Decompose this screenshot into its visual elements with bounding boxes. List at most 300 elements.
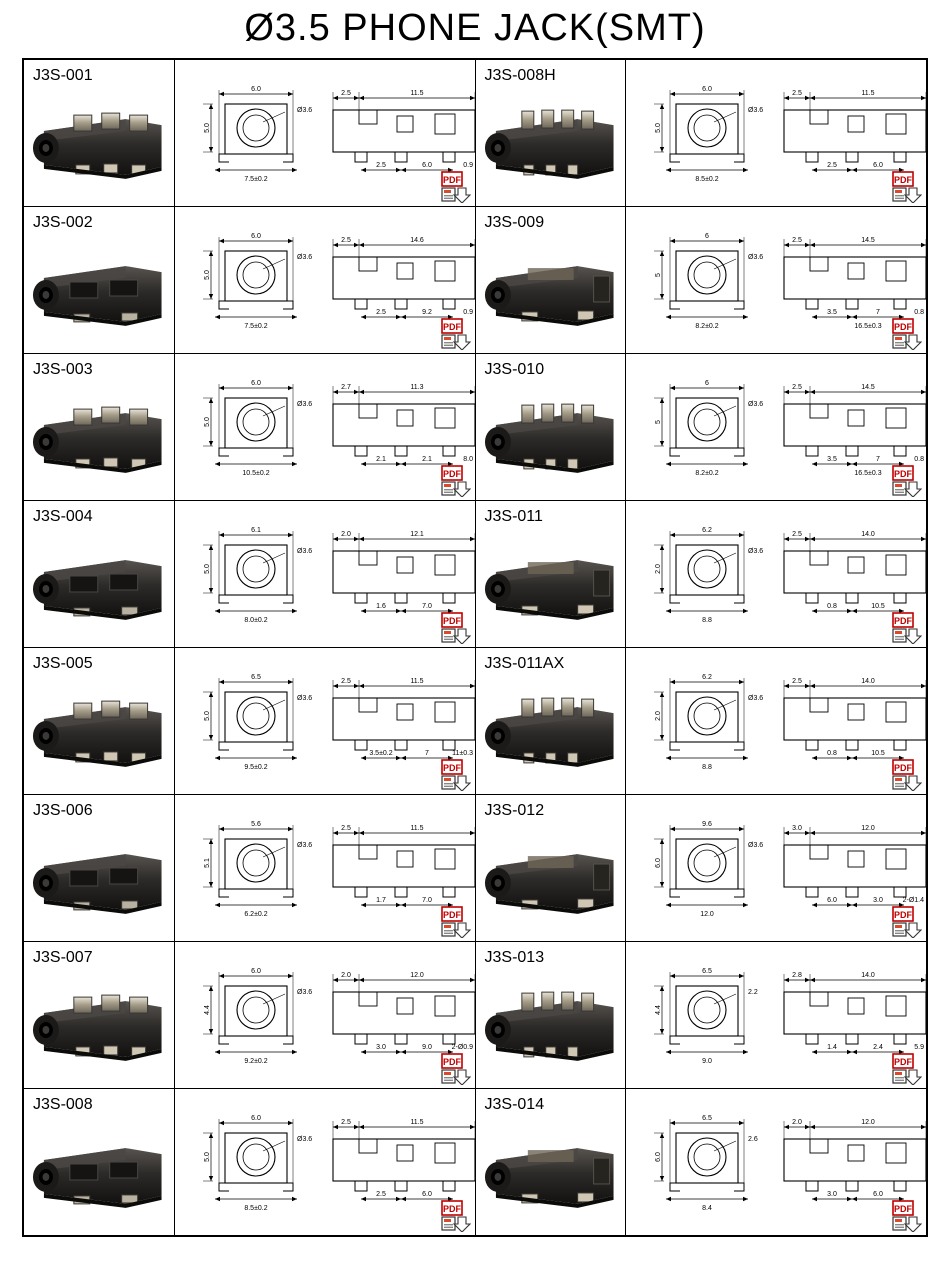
svg-text:2.5: 2.5 bbox=[792, 678, 802, 685]
pdf-download-icon[interactable] bbox=[441, 465, 471, 497]
svg-text:2.1: 2.1 bbox=[421, 456, 432, 463]
pdf-download-button[interactable] bbox=[441, 906, 471, 938]
svg-text:11.5: 11.5 bbox=[409, 90, 424, 97]
product-photo bbox=[24, 674, 174, 792]
product-drawing-column bbox=[626, 648, 926, 794]
svg-text:2-Ø1.4: 2-Ø1.4 bbox=[902, 897, 924, 904]
pdf-download-button[interactable] bbox=[892, 1053, 922, 1085]
svg-text:Ø3.6: Ø3.6 bbox=[296, 1136, 312, 1143]
svg-text:Ø3.6: Ø3.6 bbox=[296, 548, 312, 555]
product-photo-column bbox=[24, 1089, 175, 1235]
svg-text:12.0: 12.0 bbox=[861, 1119, 875, 1126]
pdf-download-icon[interactable] bbox=[441, 1053, 471, 1085]
product-cell bbox=[475, 354, 927, 501]
svg-text:0.9: 0.9 bbox=[462, 309, 473, 316]
svg-text:Ø3.6: Ø3.6 bbox=[296, 989, 312, 996]
connector-photo bbox=[24, 246, 174, 338]
pdf-download-button[interactable] bbox=[892, 318, 922, 350]
part-number: J3S-001 bbox=[33, 67, 93, 84]
product-photo-column bbox=[476, 501, 627, 647]
catalog-page bbox=[0, 4, 950, 1286]
product-photo-column bbox=[476, 60, 627, 206]
svg-text:2.0: 2.0 bbox=[792, 1119, 802, 1126]
product-photo bbox=[24, 527, 174, 645]
product-drawing-column bbox=[626, 942, 926, 1088]
connector-photo bbox=[24, 1128, 174, 1220]
svg-text:14.5: 14.5 bbox=[861, 384, 875, 391]
svg-text:6.0: 6.0 bbox=[702, 86, 712, 93]
pdf-download-icon[interactable] bbox=[892, 1200, 922, 1232]
product-cell bbox=[475, 207, 927, 354]
product-photo bbox=[24, 380, 174, 498]
pdf-download-icon[interactable] bbox=[441, 1200, 471, 1232]
svg-text:9.2: 9.2 bbox=[421, 309, 432, 316]
product-drawing-column bbox=[175, 354, 475, 500]
svg-text:PDF: PDF bbox=[894, 175, 912, 185]
svg-text:2.5: 2.5 bbox=[827, 162, 837, 169]
product-photo-column bbox=[24, 354, 175, 500]
svg-text:PDF: PDF bbox=[442, 469, 461, 479]
svg-text:11.5: 11.5 bbox=[409, 678, 424, 685]
dimension-drawing bbox=[626, 501, 926, 631]
part-number: J3S-012 bbox=[484, 802, 545, 819]
svg-text:PDF: PDF bbox=[442, 175, 461, 185]
svg-text:PDF: PDF bbox=[894, 1204, 912, 1214]
svg-text:Ø3.6: Ø3.6 bbox=[748, 401, 764, 408]
dimension-drawing bbox=[626, 354, 926, 484]
svg-text:11.5: 11.5 bbox=[409, 1119, 424, 1126]
part-number: J3S-002 bbox=[33, 214, 93, 231]
svg-text:3.0: 3.0 bbox=[873, 897, 883, 904]
product-photo bbox=[24, 1115, 174, 1233]
svg-text:PDF: PDF bbox=[442, 1057, 461, 1067]
dimension-drawing bbox=[175, 354, 475, 484]
svg-text:5.0: 5.0 bbox=[203, 711, 211, 721]
svg-text:Ø3.6: Ø3.6 bbox=[748, 107, 764, 114]
svg-text:3.0: 3.0 bbox=[827, 1191, 837, 1198]
svg-text:5.0: 5.0 bbox=[203, 123, 211, 133]
svg-text:8.8: 8.8 bbox=[702, 617, 712, 624]
svg-text:6.1: 6.1 bbox=[250, 527, 261, 534]
dimension-drawing bbox=[175, 60, 475, 190]
svg-text:8.2±0.2: 8.2±0.2 bbox=[695, 470, 719, 477]
svg-text:2.8: 2.8 bbox=[792, 972, 802, 979]
svg-text:2.5: 2.5 bbox=[375, 162, 386, 169]
dimension-drawing bbox=[626, 942, 926, 1072]
svg-text:6.0: 6.0 bbox=[250, 1115, 261, 1122]
svg-text:2.5: 2.5 bbox=[340, 90, 351, 97]
pdf-download-button[interactable] bbox=[441, 171, 471, 203]
product-cell bbox=[475, 795, 927, 942]
table-row bbox=[23, 501, 927, 648]
svg-text:8.4: 8.4 bbox=[702, 1205, 712, 1212]
svg-text:6.5: 6.5 bbox=[702, 1115, 712, 1122]
pdf-download-button[interactable] bbox=[892, 612, 922, 644]
pdf-download-button[interactable] bbox=[441, 1053, 471, 1085]
part-number: J3S-007 bbox=[33, 949, 93, 966]
connector-photo bbox=[476, 1128, 626, 1220]
part-number: J3S-009 bbox=[484, 214, 545, 231]
svg-text:6.0: 6.0 bbox=[873, 162, 883, 169]
svg-text:7.0: 7.0 bbox=[421, 897, 432, 904]
product-cell bbox=[475, 1089, 927, 1237]
pdf-download-button[interactable] bbox=[441, 612, 471, 644]
product-photo-column bbox=[476, 648, 627, 794]
svg-text:5.9: 5.9 bbox=[914, 1044, 924, 1051]
svg-text:2.5: 2.5 bbox=[792, 90, 802, 97]
pdf-download-icon[interactable] bbox=[892, 1053, 922, 1085]
table-row bbox=[23, 207, 927, 354]
product-photo bbox=[476, 1115, 626, 1233]
table-row bbox=[23, 648, 927, 795]
svg-text:6.2: 6.2 bbox=[702, 674, 712, 681]
dimension-drawing bbox=[175, 648, 475, 778]
svg-text:2.5: 2.5 bbox=[340, 1119, 351, 1126]
svg-text:2.5: 2.5 bbox=[792, 237, 802, 244]
svg-text:6.0: 6.0 bbox=[250, 233, 261, 240]
svg-text:PDF: PDF bbox=[442, 322, 461, 332]
table-row bbox=[23, 59, 927, 207]
product-cell bbox=[23, 207, 475, 354]
svg-text:2.0: 2.0 bbox=[655, 711, 662, 721]
product-photo bbox=[476, 86, 626, 204]
svg-text:7: 7 bbox=[876, 309, 880, 316]
product-cell bbox=[23, 648, 475, 795]
svg-text:9.5±0.2: 9.5±0.2 bbox=[243, 764, 268, 771]
svg-text:2.7: 2.7 bbox=[340, 384, 351, 391]
product-drawing-column bbox=[175, 648, 475, 794]
svg-text:6.0: 6.0 bbox=[250, 968, 261, 975]
product-photo-column bbox=[476, 1089, 627, 1235]
product-cell bbox=[475, 648, 927, 795]
svg-text:6: 6 bbox=[705, 380, 709, 387]
svg-text:2.6: 2.6 bbox=[748, 1136, 758, 1143]
svg-text:5.0: 5.0 bbox=[203, 417, 211, 427]
svg-text:6.0: 6.0 bbox=[250, 86, 261, 93]
svg-text:1.7: 1.7 bbox=[375, 897, 386, 904]
svg-text:5.6: 5.6 bbox=[250, 821, 261, 828]
svg-text:Ø3.6: Ø3.6 bbox=[296, 401, 312, 408]
product-drawing-column bbox=[175, 501, 475, 647]
svg-text:3.5±0.2: 3.5±0.2 bbox=[368, 750, 393, 757]
product-photo-column bbox=[24, 501, 175, 647]
svg-text:8.0±0.2: 8.0±0.2 bbox=[243, 617, 268, 624]
svg-text:10.5: 10.5 bbox=[871, 603, 885, 610]
svg-text:5.0: 5.0 bbox=[203, 1152, 211, 1162]
dimension-drawing bbox=[175, 795, 475, 925]
pdf-download-button[interactable] bbox=[441, 318, 471, 350]
svg-text:8.5±0.2: 8.5±0.2 bbox=[695, 176, 719, 183]
svg-text:4.4: 4.4 bbox=[203, 1005, 211, 1015]
product-photo bbox=[24, 86, 174, 204]
svg-text:11.5: 11.5 bbox=[409, 825, 424, 832]
svg-text:0.8: 0.8 bbox=[827, 603, 837, 610]
dimension-drawing bbox=[626, 207, 926, 337]
svg-text:0.9: 0.9 bbox=[462, 162, 473, 169]
svg-text:14.0: 14.0 bbox=[861, 531, 875, 538]
svg-text:2.0: 2.0 bbox=[340, 972, 351, 979]
svg-text:Ø3.6: Ø3.6 bbox=[296, 107, 312, 114]
part-number: J3S-014 bbox=[484, 1096, 545, 1113]
svg-text:3.5: 3.5 bbox=[827, 309, 837, 316]
svg-text:16.5±0.3: 16.5±0.3 bbox=[854, 323, 882, 330]
svg-text:9.6: 9.6 bbox=[702, 821, 712, 828]
svg-text:8.8: 8.8 bbox=[702, 764, 712, 771]
part-number: J3S-010 bbox=[484, 361, 545, 378]
connector-photo bbox=[24, 393, 174, 485]
pdf-download-icon[interactable] bbox=[441, 612, 471, 644]
svg-text:14.0: 14.0 bbox=[861, 678, 875, 685]
svg-text:6.0: 6.0 bbox=[655, 858, 662, 868]
product-photo-column bbox=[476, 354, 627, 500]
product-photo bbox=[476, 674, 626, 792]
svg-text:5.1: 5.1 bbox=[203, 858, 211, 868]
product-photo-column bbox=[24, 942, 175, 1088]
product-grid bbox=[22, 58, 928, 1237]
product-photo-column bbox=[476, 795, 627, 941]
product-photo bbox=[476, 527, 626, 645]
svg-text:3.5: 3.5 bbox=[827, 456, 837, 463]
svg-text:2.5: 2.5 bbox=[340, 237, 351, 244]
product-photo-column bbox=[24, 648, 175, 794]
svg-text:12.0: 12.0 bbox=[409, 972, 424, 979]
svg-text:6.0: 6.0 bbox=[827, 897, 837, 904]
part-number: J3S-011AX bbox=[484, 655, 565, 672]
pdf-download-icon[interactable] bbox=[441, 759, 471, 791]
product-photo bbox=[476, 821, 626, 939]
pdf-download-button[interactable] bbox=[892, 906, 922, 938]
dimension-drawing bbox=[626, 60, 926, 190]
svg-text:6.2: 6.2 bbox=[702, 527, 712, 534]
svg-text:2.5: 2.5 bbox=[375, 309, 386, 316]
svg-text:8.0: 8.0 bbox=[462, 456, 473, 463]
product-photo bbox=[476, 233, 626, 351]
svg-text:10.5±0.2: 10.5±0.2 bbox=[241, 470, 270, 477]
svg-text:7.5±0.2: 7.5±0.2 bbox=[243, 323, 268, 330]
svg-text:PDF: PDF bbox=[894, 469, 912, 479]
svg-text:7.0: 7.0 bbox=[421, 603, 432, 610]
svg-text:PDF: PDF bbox=[442, 910, 461, 920]
svg-text:2.5: 2.5 bbox=[340, 678, 351, 685]
dimension-drawing bbox=[626, 795, 926, 925]
connector-photo bbox=[24, 687, 174, 779]
svg-text:4.4: 4.4 bbox=[655, 1005, 662, 1015]
pdf-download-button[interactable] bbox=[441, 759, 471, 791]
svg-text:PDF: PDF bbox=[442, 1204, 461, 1214]
svg-text:3.0: 3.0 bbox=[375, 1044, 386, 1051]
svg-text:2.4: 2.4 bbox=[873, 1044, 883, 1051]
svg-text:6.0: 6.0 bbox=[250, 380, 261, 387]
table-row bbox=[23, 942, 927, 1089]
connector-photo bbox=[476, 834, 626, 926]
product-photo bbox=[24, 821, 174, 939]
svg-text:0.8: 0.8 bbox=[914, 456, 924, 463]
svg-text:Ø3.6: Ø3.6 bbox=[748, 548, 764, 555]
svg-text:12.0: 12.0 bbox=[700, 911, 714, 918]
svg-text:1.6: 1.6 bbox=[375, 603, 386, 610]
part-number: J3S-006 bbox=[33, 802, 93, 819]
svg-text:PDF: PDF bbox=[442, 763, 461, 773]
product-photo bbox=[24, 968, 174, 1086]
product-cell bbox=[475, 942, 927, 1089]
dimension-drawing bbox=[175, 207, 475, 337]
product-cell bbox=[23, 942, 475, 1089]
svg-text:2.0: 2.0 bbox=[655, 564, 662, 574]
product-photo-column bbox=[24, 795, 175, 941]
pdf-download-button[interactable] bbox=[892, 759, 922, 791]
product-photo bbox=[24, 233, 174, 351]
svg-text:Ø3.6: Ø3.6 bbox=[296, 842, 312, 849]
svg-text:11.3: 11.3 bbox=[409, 384, 424, 391]
part-number: J3S-003 bbox=[33, 361, 93, 378]
svg-text:14.5: 14.5 bbox=[861, 237, 875, 244]
product-cell bbox=[23, 795, 475, 942]
svg-text:12.0: 12.0 bbox=[861, 825, 875, 832]
part-number: J3S-008 bbox=[33, 1096, 93, 1113]
svg-text:8.2±0.2: 8.2±0.2 bbox=[695, 323, 719, 330]
pdf-download-button[interactable] bbox=[892, 1200, 922, 1232]
part-number: J3S-013 bbox=[484, 949, 545, 966]
connector-photo bbox=[476, 393, 626, 485]
pdf-download-icon[interactable] bbox=[892, 318, 922, 350]
svg-text:Ø3.6: Ø3.6 bbox=[748, 254, 764, 261]
svg-text:2-Ø0.9: 2-Ø0.9 bbox=[451, 1044, 473, 1051]
table-row bbox=[23, 354, 927, 501]
svg-text:PDF: PDF bbox=[894, 763, 912, 773]
svg-text:5: 5 bbox=[655, 420, 662, 424]
pdf-download-icon[interactable] bbox=[892, 906, 922, 938]
product-drawing-column bbox=[626, 501, 926, 647]
pdf-download-icon[interactable] bbox=[892, 465, 922, 497]
part-number: J3S-005 bbox=[33, 655, 93, 672]
pdf-download-icon[interactable] bbox=[441, 318, 471, 350]
product-drawing-column bbox=[626, 60, 926, 206]
svg-text:2.1: 2.1 bbox=[375, 456, 386, 463]
svg-text:0.8: 0.8 bbox=[914, 309, 924, 316]
connector-photo bbox=[476, 540, 626, 632]
product-cell bbox=[23, 59, 475, 207]
svg-text:10.5: 10.5 bbox=[871, 750, 885, 757]
product-drawing-column bbox=[626, 1089, 926, 1235]
svg-text:8.5±0.2: 8.5±0.2 bbox=[243, 1205, 268, 1212]
product-cell bbox=[23, 354, 475, 501]
product-cell bbox=[23, 501, 475, 648]
svg-text:PDF: PDF bbox=[894, 910, 912, 920]
product-drawing-column bbox=[175, 1089, 475, 1235]
connector-photo bbox=[476, 687, 626, 779]
svg-text:Ø3.6: Ø3.6 bbox=[748, 842, 764, 849]
svg-text:7.5±0.2: 7.5±0.2 bbox=[243, 176, 268, 183]
connector-photo bbox=[24, 540, 174, 632]
svg-text:9.0: 9.0 bbox=[421, 1044, 432, 1051]
pdf-download-icon[interactable] bbox=[441, 171, 471, 203]
dimension-drawing bbox=[626, 648, 926, 778]
product-drawing-column bbox=[175, 60, 475, 206]
svg-text:1.4: 1.4 bbox=[827, 1044, 837, 1051]
connector-photo bbox=[476, 981, 626, 1073]
svg-text:Ø3.6: Ø3.6 bbox=[748, 695, 764, 702]
pdf-download-icon[interactable] bbox=[892, 759, 922, 791]
pdf-download-button[interactable] bbox=[441, 1200, 471, 1232]
dimension-drawing bbox=[175, 942, 475, 1072]
svg-text:6: 6 bbox=[705, 233, 709, 240]
svg-text:9.2±0.2: 9.2±0.2 bbox=[243, 1058, 268, 1065]
product-photo-column bbox=[476, 942, 627, 1088]
svg-text:6.2±0.2: 6.2±0.2 bbox=[243, 911, 268, 918]
svg-text:Ø3.6: Ø3.6 bbox=[296, 695, 312, 702]
svg-text:3.0: 3.0 bbox=[792, 825, 802, 832]
svg-text:14.0: 14.0 bbox=[861, 972, 875, 979]
svg-text:11.5: 11.5 bbox=[861, 90, 875, 97]
product-cell bbox=[23, 1089, 475, 1237]
svg-text:5.0: 5.0 bbox=[203, 270, 211, 280]
svg-text:Ø3.6: Ø3.6 bbox=[296, 254, 312, 261]
connector-photo bbox=[24, 99, 174, 191]
svg-text:2.5: 2.5 bbox=[792, 384, 802, 391]
svg-text:6.5: 6.5 bbox=[250, 674, 261, 681]
product-drawing-column bbox=[175, 795, 475, 941]
svg-text:16.5±0.3: 16.5±0.3 bbox=[854, 470, 882, 477]
svg-text:PDF: PDF bbox=[894, 1057, 912, 1067]
connector-photo bbox=[476, 246, 626, 338]
product-drawing-column bbox=[175, 207, 475, 353]
pdf-download-button[interactable] bbox=[892, 465, 922, 497]
product-cell bbox=[475, 501, 927, 648]
product-photo-column bbox=[476, 207, 627, 353]
pdf-download-icon[interactable] bbox=[441, 906, 471, 938]
svg-text:0.8: 0.8 bbox=[827, 750, 837, 757]
product-photo bbox=[476, 968, 626, 1086]
svg-text:PDF: PDF bbox=[442, 616, 461, 626]
connector-photo bbox=[476, 99, 626, 191]
product-photo-column bbox=[24, 60, 175, 206]
svg-text:2.5: 2.5 bbox=[375, 1191, 386, 1198]
svg-text:12.1: 12.1 bbox=[409, 531, 424, 538]
part-number: J3S-011 bbox=[484, 508, 543, 525]
dimension-drawing bbox=[175, 501, 475, 631]
svg-text:11±0.3: 11±0.3 bbox=[451, 750, 473, 757]
product-cell bbox=[475, 59, 927, 207]
svg-text:6.0: 6.0 bbox=[655, 1152, 662, 1162]
pdf-download-icon[interactable] bbox=[892, 171, 922, 203]
connector-photo bbox=[24, 834, 174, 926]
svg-text:7: 7 bbox=[424, 750, 429, 757]
pdf-download-button[interactable] bbox=[892, 171, 922, 203]
part-number: J3S-004 bbox=[33, 508, 93, 525]
svg-text:5: 5 bbox=[655, 273, 662, 277]
product-drawing-column bbox=[175, 942, 475, 1088]
connector-photo bbox=[24, 981, 174, 1073]
svg-text:7: 7 bbox=[876, 456, 880, 463]
svg-text:6.0: 6.0 bbox=[873, 1191, 883, 1198]
product-drawing-column bbox=[626, 207, 926, 353]
svg-text:14.6: 14.6 bbox=[409, 237, 424, 244]
product-drawing-column bbox=[626, 354, 926, 500]
svg-text:2.0: 2.0 bbox=[340, 531, 351, 538]
svg-text:6.0: 6.0 bbox=[421, 1191, 432, 1198]
svg-text:PDF: PDF bbox=[894, 322, 912, 332]
svg-text:6.5: 6.5 bbox=[702, 968, 712, 975]
svg-text:2.2: 2.2 bbox=[748, 989, 758, 996]
svg-text:9.0: 9.0 bbox=[702, 1058, 712, 1065]
pdf-download-button[interactable] bbox=[441, 465, 471, 497]
part-number: J3S-008H bbox=[484, 67, 556, 84]
table-row bbox=[23, 795, 927, 942]
product-photo-column bbox=[24, 207, 175, 353]
svg-text:5.0: 5.0 bbox=[655, 123, 662, 133]
dimension-drawing bbox=[175, 1089, 475, 1219]
pdf-download-icon[interactable] bbox=[892, 612, 922, 644]
